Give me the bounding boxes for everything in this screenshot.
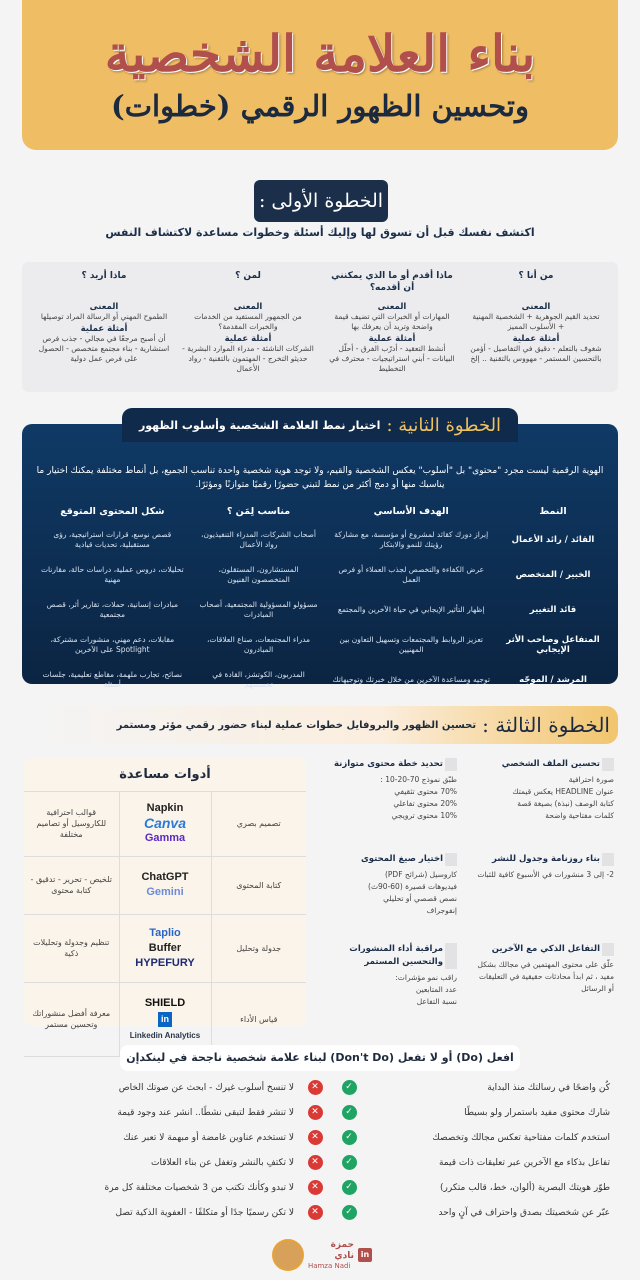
tool-logo-gamma: Gamma (144, 832, 186, 845)
check-icon: ✓ (342, 1180, 357, 1195)
pattern-cell: مدراء المجتمعات، صناع العلاقات، المبادرون (206, 634, 311, 654)
main-subtitle: وتحسين الظهور الرقمي (خطوات) (110, 89, 529, 123)
tool-logo-taplio: Taplio (149, 926, 181, 939)
do-dont-row (30, 1075, 610, 1100)
step2-header (122, 408, 518, 442)
column-header: شكل المحتوى المتوقع (60, 505, 165, 517)
step2-panel (22, 424, 618, 689)
pattern-cell: نصائح، تجارب ملهمة، مقاطع تعليمية، جلسات أسئلة (42, 669, 183, 689)
table-row (32, 592, 608, 627)
do-text: طوّر هويتك البصرية (ألوان، خط، قالب متكرر) (440, 1182, 610, 1193)
pattern-cell: قصص نوسع، قرارات استراتيجية، رؤى مستقبلية، تحديات قيادية (53, 529, 172, 549)
tool-logo-gemini: Gemini (146, 886, 184, 898)
question-card (176, 270, 320, 384)
question-card (32, 270, 176, 384)
pattern-name: القائد / رائد الأعمال (511, 534, 595, 545)
pattern-name: المرشد / الموجّه (519, 674, 587, 685)
cross-icon: ✕ (308, 1180, 323, 1195)
check-icon: ✓ (342, 1105, 357, 1120)
pattern-name: المتفاعل وصاحب الأثر الإيجابي (506, 634, 600, 655)
column-header: الهدف الأساسي (373, 505, 449, 517)
step3-header (22, 706, 618, 744)
tip-line: كلمات مفتاحية واضحة (545, 811, 614, 820)
do-text: عبّر عن شخصيتك بصدق واحتراف في آنٍ واحد (438, 1207, 610, 1218)
dont-text: لا تكن رسميًا جدًا أو متكلفًا - العفوية الذكية تصل (115, 1207, 294, 1218)
tools-row (24, 856, 306, 914)
tip-line: كاروسيل (شرائح PDF) (384, 870, 457, 879)
pattern-cell: تعزيز الروابط والمجتمعات وتسهيل التعاون بين المهنيين (339, 634, 484, 654)
check-icon: ✓ (342, 1080, 357, 1095)
tools-table (24, 758, 306, 1040)
tip-card (320, 943, 463, 1033)
column-header: مناسب لِمَن ؟ (226, 505, 291, 517)
author-name-ar: حمزة نادي (330, 1240, 355, 1261)
tool-description: معرفة أفضل منشوراتك وتحسين مستمر (24, 982, 119, 1056)
step1-questions (22, 262, 618, 392)
tip-line: نسبة التفاعل (416, 997, 457, 1006)
pattern-cell: مقابلات، دعم مهني، منشورات مشتركة، Spotlight على الآخرين (50, 634, 175, 654)
tools-row (24, 792, 306, 856)
cross-icon-wrap (304, 1105, 326, 1121)
meaning-text: المهارات أو الخبرات التي تضيف قيمة واضحة وتريد أن يعرفك بها (334, 312, 450, 331)
cross-icon: ✕ (308, 1105, 323, 1120)
meaning-text: من الجمهور المستفيد من الخدمات والخبرات المقدمة؟ (194, 312, 302, 331)
dos-donts-title: افعل (Do) أو لا تفعل (Don't Do) لبناء علامة شخصية ناجحة في لينكدإن (120, 1045, 520, 1071)
meaning-label: المعنى (377, 302, 407, 312)
tool-category: كتابة المحتوى (211, 856, 306, 914)
cross-icon-wrap (304, 1180, 326, 1196)
do-dont-row (30, 1150, 610, 1175)
meaning-text: الطموح المهني أو الرسالة المراد توصيلها (40, 312, 168, 321)
patterns-table (32, 500, 608, 697)
cross-icon-wrap (304, 1080, 326, 1096)
cross-icon: ✕ (308, 1080, 323, 1095)
tip-card (477, 943, 620, 1033)
do-text: استخدم كلمات مفتاحية تعكس مجالك وتخصصك (432, 1132, 610, 1143)
pattern-cell: إظهار التأثير الإيجابي في حياة الآخرين والمجتمع (337, 604, 485, 614)
tool-logo-shield: SHIELD (144, 996, 186, 1009)
tip-line: نصص قصصي أو تحليلي (383, 894, 457, 903)
pattern-cell: مسؤولو المسؤولية المجتمعية، أصحاب المبادرات (199, 599, 318, 619)
step3-title: تحسين الظهور والبروفايل خطوات عملية لبناء حضور رقمي مؤثر ومستمر (116, 719, 477, 731)
tools-title: أدوات مساعدة (24, 758, 306, 792)
tip-card (320, 758, 463, 853)
examples-text: أن أصبح مرجعًا في مجالي - جذب فرص استشارية - بناء مجتمع متخصص - الحصول على فرص عمل دولية (38, 334, 170, 363)
tip-line: عدد المتابعين (415, 985, 457, 994)
tip-line: عنوان HEADLINE يعكس قيمتك (512, 787, 614, 796)
do-dont-row (30, 1125, 610, 1150)
do-text: شارك محتوى مفيد باستمرار ولو بسيطًا (464, 1107, 610, 1118)
tool-description: تلخيص - تحرير - تدقيق - كتابة محتوى (24, 856, 119, 914)
table-row (32, 627, 608, 662)
tip-line: علّق على محتوى المهتمين في مجالك بشكل مفيد ، ثم ابدأ محادثات حقيقية في التعليقات أو الرسائل (477, 960, 614, 993)
examples-label: أمثلة عملية (512, 334, 560, 344)
step1-badge: الخطوة الأولى : (254, 180, 388, 222)
dont-text: لا تستخدم عناوين غامضة أو مبهمة لا تعبر عنك (123, 1132, 294, 1143)
tip-line: راقب نمو مؤشرات: (395, 973, 457, 982)
tip-title: اختيار صيغ المحتوى (320, 853, 457, 866)
question-card (464, 270, 608, 384)
tool-description: قوالب احترافية للكاروسيل أو تصاميم مختلفة (24, 792, 119, 856)
meaning-label: المعنى (233, 302, 263, 312)
tip-line: إنفوجراف (426, 906, 457, 915)
pattern-cell: المدربون، الكوتشز، القادة في تخصصهم (212, 669, 305, 689)
check-icon: ✓ (342, 1155, 357, 1170)
step2-badge: الخطوة الثانية : (386, 414, 502, 436)
pattern-cell: المستشارون، المستقلون، المتخصصون الفنيون (218, 564, 299, 584)
examples-label: أمثلة عملية (80, 324, 128, 334)
do-dont-row (30, 1100, 610, 1125)
dos-donts-list (30, 1075, 610, 1225)
check-icon-wrap (338, 1130, 360, 1146)
meaning-label: المعنى (521, 302, 551, 312)
pattern-cell: توجيه ومساعدة الآخرين من خلال خبرتك وتوجيهاتك (332, 674, 490, 684)
tip-line: فيديوهات قصيرة (60-90ث) (368, 882, 457, 891)
examples-text: الشركات الناشئة - مدراء الموارد البشرية - حديثو التخرج - المهتمون بالتقنية - رواد الأعمال (182, 344, 314, 373)
cross-icon-wrap (304, 1130, 326, 1146)
examples-text: شغوف بالتعلم - دقيق في التفاصيل - أؤمن بالتحسين المستمر - مهووس بالتقنية .. إلخ (470, 344, 602, 363)
cross-icon-wrap (304, 1155, 326, 1171)
step2-title: اختيار نمط العلامة الشخصية وأسلوب الظهور (138, 418, 381, 432)
examples-label: أمثلة عملية (368, 334, 416, 344)
tip-line: صورة احترافية (568, 775, 614, 784)
step3-tips (320, 758, 620, 1033)
cross-icon: ✕ (308, 1130, 323, 1145)
column-header: النمط (539, 505, 567, 517)
tool-logo-buffer: Buffer (148, 941, 182, 954)
step1-subtitle: اكتشف نفسك قبل أن تسوق لها وإليك أسئلة وخطوات مساعدة لاكتشاف النفس (105, 226, 535, 239)
pattern-cell: إبراز دورك كقائد لمشروع أو مؤسسة، مع مشاركة رؤيتك للنمو والابتكار (334, 529, 489, 549)
tip-title: بناء روزنامة وجدول للنشر (477, 853, 614, 866)
tip-title: التفاعل الذكي مع الآخرين (477, 943, 614, 956)
dont-text: لا تكتفِ بالنشر وتغفل عن بناء العلاقات (151, 1157, 294, 1168)
cross-icon: ✕ (308, 1205, 323, 1220)
tip-title: مراقبة أداء المنشورات والتحسين المستمر (320, 943, 457, 969)
do-dont-row (30, 1200, 610, 1225)
tip-line: طبّق نموذج 70-20-10 : (380, 775, 457, 784)
tool-category: قياس الأداء (211, 982, 306, 1056)
pattern-cell: مبادرات إنسانية، حملات، تقارير أثر، قصص مجتمعية (46, 599, 179, 619)
tool-category: تصميم بصري (211, 792, 306, 856)
title-banner (22, 0, 618, 150)
meaning-text: تحديد القيم الجوهرية + الشخصية المهنية + الأسلوب المميز (472, 312, 600, 331)
tool-logo-chatgpt: ChatGPT (141, 871, 189, 883)
check-icon-wrap (338, 1180, 360, 1196)
table-row (32, 557, 608, 592)
tools-row (24, 914, 306, 982)
pattern-name: قائد التغيير (529, 604, 577, 615)
tip-line: 2- إلى 3 منشورات في الأسبوع كافية للثبات (477, 870, 614, 879)
step2-intro: الهوية الرقمية ليست مجرد "محتوى" بل "أسلوب" يعكس الشخصية والقيم، ولا توجد هوية شخصية واحدة تناسب الجميع، بل أنماط مختلفة يمكنك اختيار ما يناسبك منها أو دمج أكثر من نمط لتبني حضورًا رقميًا متوازنًا ومؤثرًا. (36, 466, 604, 490)
author-name-en: Hamza Nadi (307, 1262, 351, 1270)
pattern-cell: عرض الكفاءة والتخصص لجذب العملاء أو فرص العمل (338, 564, 485, 584)
tip-line: 10% محتوى ترويجي (391, 811, 457, 820)
do-dont-row (30, 1175, 610, 1200)
dont-text: لا تنسخ أسلوب غيرك - ابحث عن صوتك الخاص (118, 1082, 294, 1093)
question-title: من أنا ؟ (518, 271, 554, 281)
author-footer (272, 1235, 372, 1275)
main-title: بناء العلامة الشخصية (104, 24, 536, 83)
pattern-cell: تحليلات، دروس عملية، دراسات حالة، مقارنات مهنية (40, 564, 184, 584)
table-row (32, 522, 608, 557)
tip-line: 20% محتوى تفاعلي (393, 799, 457, 808)
cross-icon-wrap (304, 1205, 326, 1221)
tool-category: جدولة وتحليل (211, 914, 306, 982)
tool-logo-in: in (158, 1012, 172, 1027)
examples-label: أمثلة عملية (224, 334, 272, 344)
pattern-name: الخبير / المتخصص (515, 569, 591, 580)
linkedin-icon[interactable]: in (358, 1248, 372, 1262)
check-icon-wrap (338, 1080, 360, 1096)
tool-logos (119, 856, 211, 914)
tool-logo-canva: Canva (143, 815, 187, 832)
tip-card (477, 758, 620, 853)
question-card (320, 270, 464, 384)
step3-badge: الخطوة الثالثة : (482, 713, 610, 737)
examples-text: أنشط التعقيد - أدرّب الفرق - أحلّل البيانات - أبني استراتيجيات - محترف في التخطيط (329, 344, 455, 373)
tool-logos (119, 914, 211, 982)
tip-title: تحديد خطة محتوى متوازنة (320, 758, 457, 771)
tool-description: تنظيم وجدولة وتحليلات ذكية (24, 914, 119, 982)
cross-icon: ✕ (308, 1155, 323, 1170)
tip-card (320, 853, 463, 943)
check-icon-wrap (338, 1155, 360, 1171)
meaning-label: المعنى (89, 302, 119, 312)
tool-logo-hypefury: HYPEFURY (135, 956, 195, 969)
do-text: كُن واضحًا في رسالتك منذ البداية (487, 1082, 610, 1093)
tip-line: كتابة الوصف (نبذة) بصيغة قصة (517, 799, 614, 808)
tip-line: 70% محتوى تثقيفي (394, 787, 457, 796)
check-icon: ✓ (342, 1130, 357, 1145)
check-icon-wrap (338, 1105, 360, 1121)
dont-text: لا تنشر فقط لتبقى نشطًا.. انشر عند وجود قيمة (117, 1107, 294, 1118)
do-text: تفاعل بذكاء مع الآخرين عبر تعليقات ذات قيمة (438, 1157, 610, 1168)
question-title: ماذا أقدم أو ما الذي يمكنني أن أقدمه؟ (331, 271, 453, 293)
tip-card (477, 853, 620, 943)
table-row (32, 662, 608, 697)
dont-text: لا تبدو وكأنك تكتب من 3 شخصيات مختلفة كل مرة (104, 1182, 294, 1193)
question-title: ماذا أريد ؟ (81, 271, 127, 281)
check-icon-wrap (338, 1205, 360, 1221)
tool-logo-napkin: Napkin (146, 802, 184, 815)
tool-logos (119, 792, 211, 856)
check-icon: ✓ (342, 1205, 357, 1220)
tool-logo-linkedin-analytics: Linkedin Analytics (129, 1030, 201, 1040)
avatar (272, 1239, 304, 1271)
question-title: لمن ؟ (235, 271, 261, 281)
pattern-cell: أصحاب الشركات، المدراء التنفيذيون، رواد الأعمال (201, 529, 317, 549)
tip-title: تحسين الملف الشخصي (477, 758, 614, 771)
